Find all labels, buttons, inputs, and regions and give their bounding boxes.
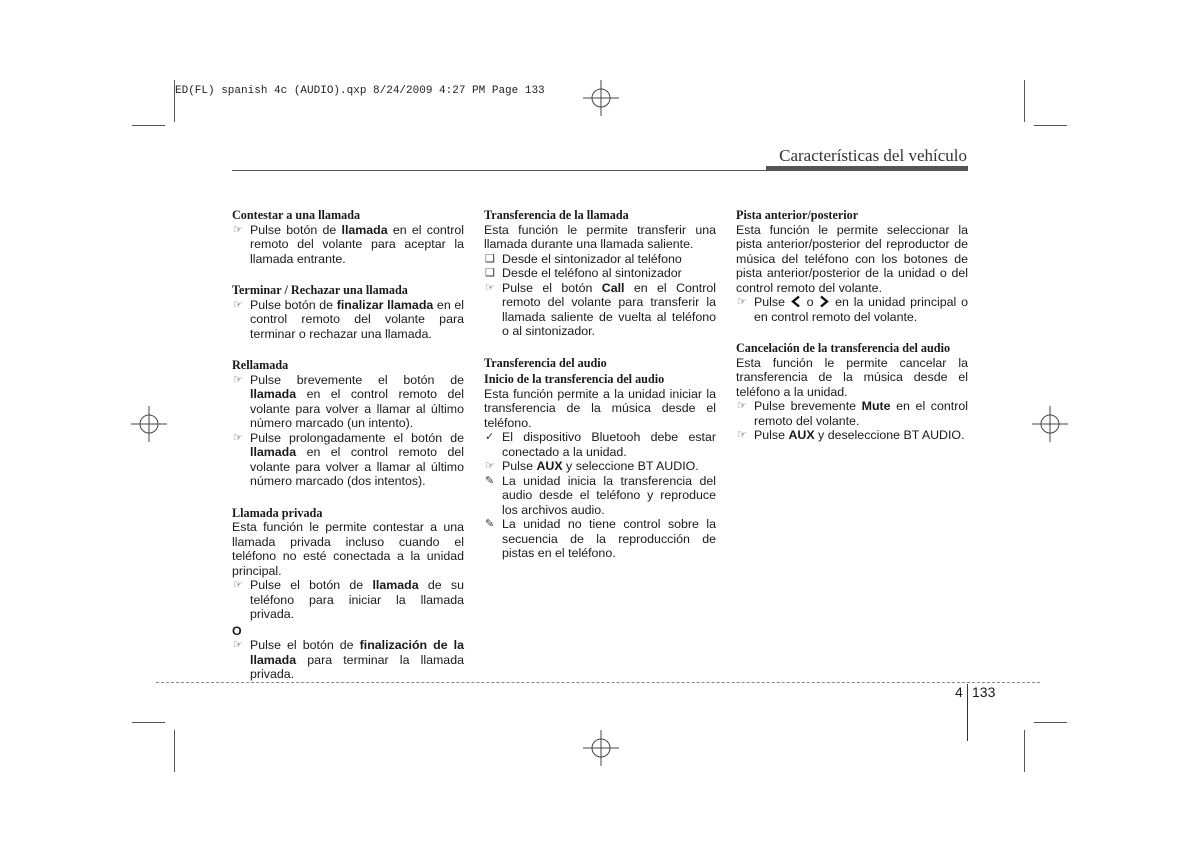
requirement-item: ✓ El dispositivo Bluetooh debe estar conectado a la unidad.	[485, 430, 716, 459]
checkbox-item: ❑ Desde el sintonizador al teléfono	[485, 251, 682, 266]
paragraph: Esta función le permite contestar a una llamada privada incluso cuando el teléfono no esté conectada a la unidad principal.	[232, 520, 464, 578]
instruction-item: ☞ Pulse el botón Call en el Control remoto del volante para transferir la llamada saliente de vuelta al teléfono o al sintonizador.	[485, 280, 716, 338]
pointing-hand-icon: ☞	[737, 400, 747, 412]
instruction-item: ☞ Pulse AUX y deseleccione BT AUDIO.	[737, 428, 965, 442]
checkbox-item: ❑ Desde el teléfono al sintonizador	[485, 266, 682, 280]
paragraph: Esta función le permite seleccionar la pista anterior/posterior del reproductor de música del teléfono con los botones de pista anterior/posterior de la unidad o del control remoto del volante.	[736, 222, 968, 295]
crop-mark	[132, 722, 165, 723]
registration-mark-icon	[131, 406, 167, 442]
pointing-hand-icon: ☞	[737, 296, 747, 308]
crop-mark	[174, 730, 175, 772]
pointing-hand-icon: ☞	[485, 281, 495, 294]
header-bar	[766, 166, 968, 171]
page-number-divider	[967, 684, 968, 741]
crop-mark	[1024, 730, 1025, 772]
checkbox-icon: ❑	[485, 267, 495, 279]
crop-mark	[132, 125, 165, 126]
paragraph: Esta función le permite cancelar la transferencia de la música desde el teléfono a la unidad.	[736, 355, 968, 399]
pointing-hand-icon: ☞	[233, 639, 243, 651]
section-subheading: Inicio de la transferencia del audio	[484, 372, 665, 386]
paragraph: Esta función le permite transferir una llamada durante una llamada saliente.	[484, 222, 716, 251]
pointing-hand-icon: ☞	[233, 223, 243, 236]
column-3	[736, 208, 968, 443]
section-heading: Pista anterior/posterior	[736, 208, 859, 222]
pointing-hand-icon: ☞	[737, 429, 747, 441]
instruction-item: ☞ Pulse brevemente Mute en el control remoto del volante.	[737, 399, 968, 428]
registration-mark-icon	[583, 730, 619, 766]
instruction-item: ☞ Pulse AUX y seleccione BT AUDIO.	[485, 459, 699, 473]
print-slug: ED(FL) spanish 4c (AUDIO).qxp 8/24/2009 4:27 PM Page 133	[175, 85, 545, 97]
page-header-title: Características del vehículo	[779, 146, 967, 165]
section-heading: Cancelación de la transferencia del audio	[736, 341, 951, 355]
note-item: ✎ La unidad no tiene control sobre la secuencia de la reproducción de pistas en el teléfono.	[485, 517, 716, 560]
chevron-left-icon	[790, 295, 802, 308]
instruction-item: ☞ Pulse el botón de finalización de la llamada para terminar la llamada privada.	[233, 638, 464, 681]
column-2	[484, 208, 716, 561]
section-number: 4	[955, 684, 963, 700]
page-number: 133	[972, 684, 996, 700]
pointing-hand-icon: ☞	[233, 373, 243, 386]
chevron-right-icon	[818, 295, 830, 308]
section-heading: Rellamada	[232, 358, 289, 372]
section-heading: Terminar / Rechazar una llamada	[232, 283, 408, 297]
or-label: O	[232, 623, 242, 638]
pointing-hand-icon: ☞	[233, 431, 243, 444]
pointing-hand-icon: ☞	[233, 298, 243, 311]
section-heading: Transferencia de la llamada	[484, 208, 629, 222]
crop-mark	[1034, 125, 1067, 126]
instruction-item: ☞ Pulse prolongadamente el botón de llamada en el control remoto del volante para volver a llamar al último número marcado (dos intentos).	[233, 430, 464, 488]
pencil-note-icon: ✎	[485, 474, 495, 487]
paragraph: Esta función permite a la unidad iniciar la transferencia de la música desde el teléfono.	[484, 386, 716, 430]
instruction-item: ☞ Pulse el botón de llamada de su teléfono para iniciar la llamada privada.	[233, 578, 464, 621]
check-mark-icon: ✓	[485, 431, 495, 443]
registration-mark-icon	[1032, 406, 1068, 442]
footer-rule	[156, 682, 1040, 683]
section-heading: Transferencia del audio	[484, 355, 607, 370]
registration-mark-icon	[583, 80, 619, 116]
checkbox-icon: ❑	[485, 252, 495, 265]
instruction-item: ☞ Pulse botón de finalizar llamada en el control remoto del volante para terminar o rechazar una llamada.	[233, 297, 464, 341]
pointing-hand-icon: ☞	[485, 460, 495, 472]
pointing-hand-icon: ☞	[233, 579, 243, 591]
note-item: ✎ La unidad inicia la transferencia del audio desde el teléfono y reproduce los archivos audio.	[485, 473, 716, 517]
pencil-note-icon: ✎	[485, 518, 495, 530]
section-heading: Contestar a una llamada	[232, 208, 361, 222]
crop-mark	[1024, 80, 1025, 122]
crop-mark	[1034, 722, 1067, 723]
instruction-item: ☞ Pulse o en la unidad principal o en control remoto del volante.	[737, 295, 969, 324]
instruction-item: ☞ Pulse botón de llamada en el control remoto del volante para aceptar la llamada entrante.	[233, 222, 464, 266]
section-heading: Llamada privada	[232, 505, 323, 520]
column-1	[232, 208, 464, 682]
instruction-item: ☞ Pulse brevemente el botón de llamada en el control remoto del volante para volver a llamar al último número marcado (un intento).	[233, 372, 464, 430]
